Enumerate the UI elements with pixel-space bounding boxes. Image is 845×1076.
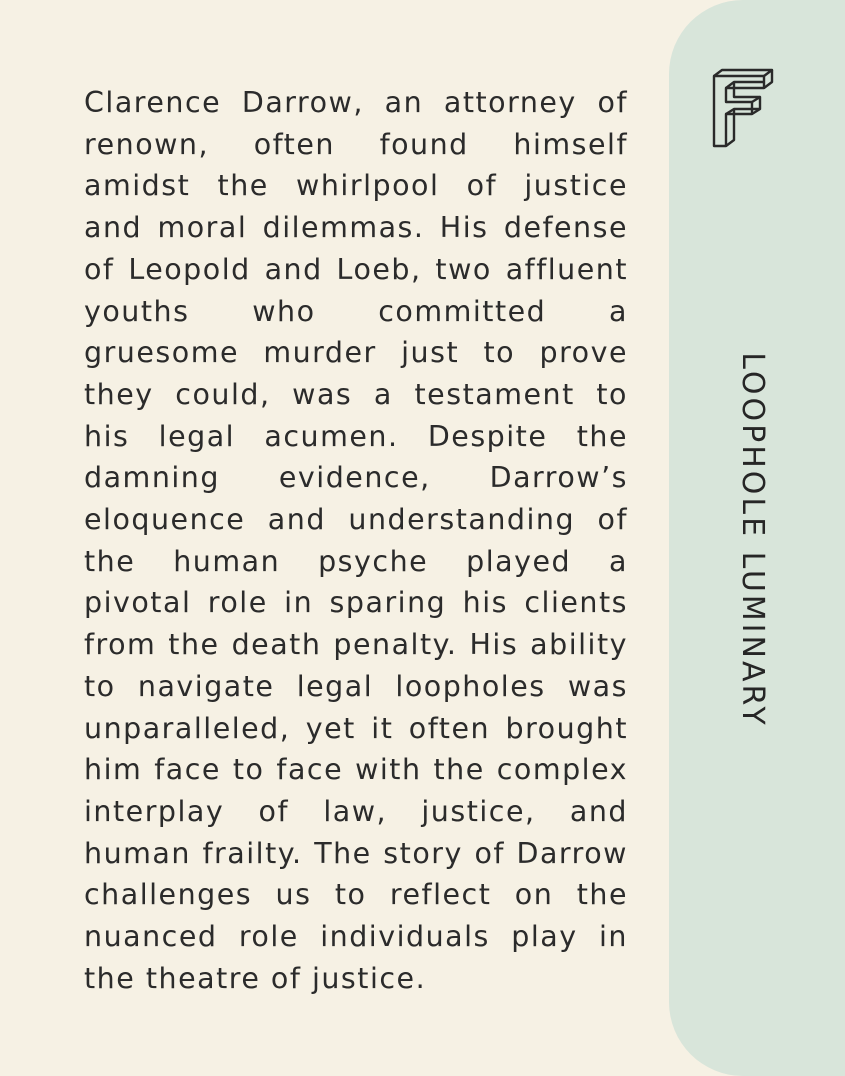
article-paragraph: Clarence Darrow, an attorney of renown, often found himself amidst the whirlpool of justice and moral dilemmas. His defense of Leopold and Loeb, two affluent youths who committed a gruesome murder just to prove they could, was a testament to his legal acumen. Despite the damning evidence, Darrow’s eloquence and understanding of the human psyche played a pivotal role in sparing his clients from the death penalty. His ability to navigate legal loopholes was unparalleled, yet it often brought him face to face with the complex interplay of law, justice, and human frailty. The story of Darrow challenges us to reflect on the nuanced role individuals play in the theatre of justice. [84, 86, 628, 995]
letter-f-logo-icon [708, 66, 778, 152]
vertical-title: LOOPHOLE LUMINARY [735, 352, 770, 728]
